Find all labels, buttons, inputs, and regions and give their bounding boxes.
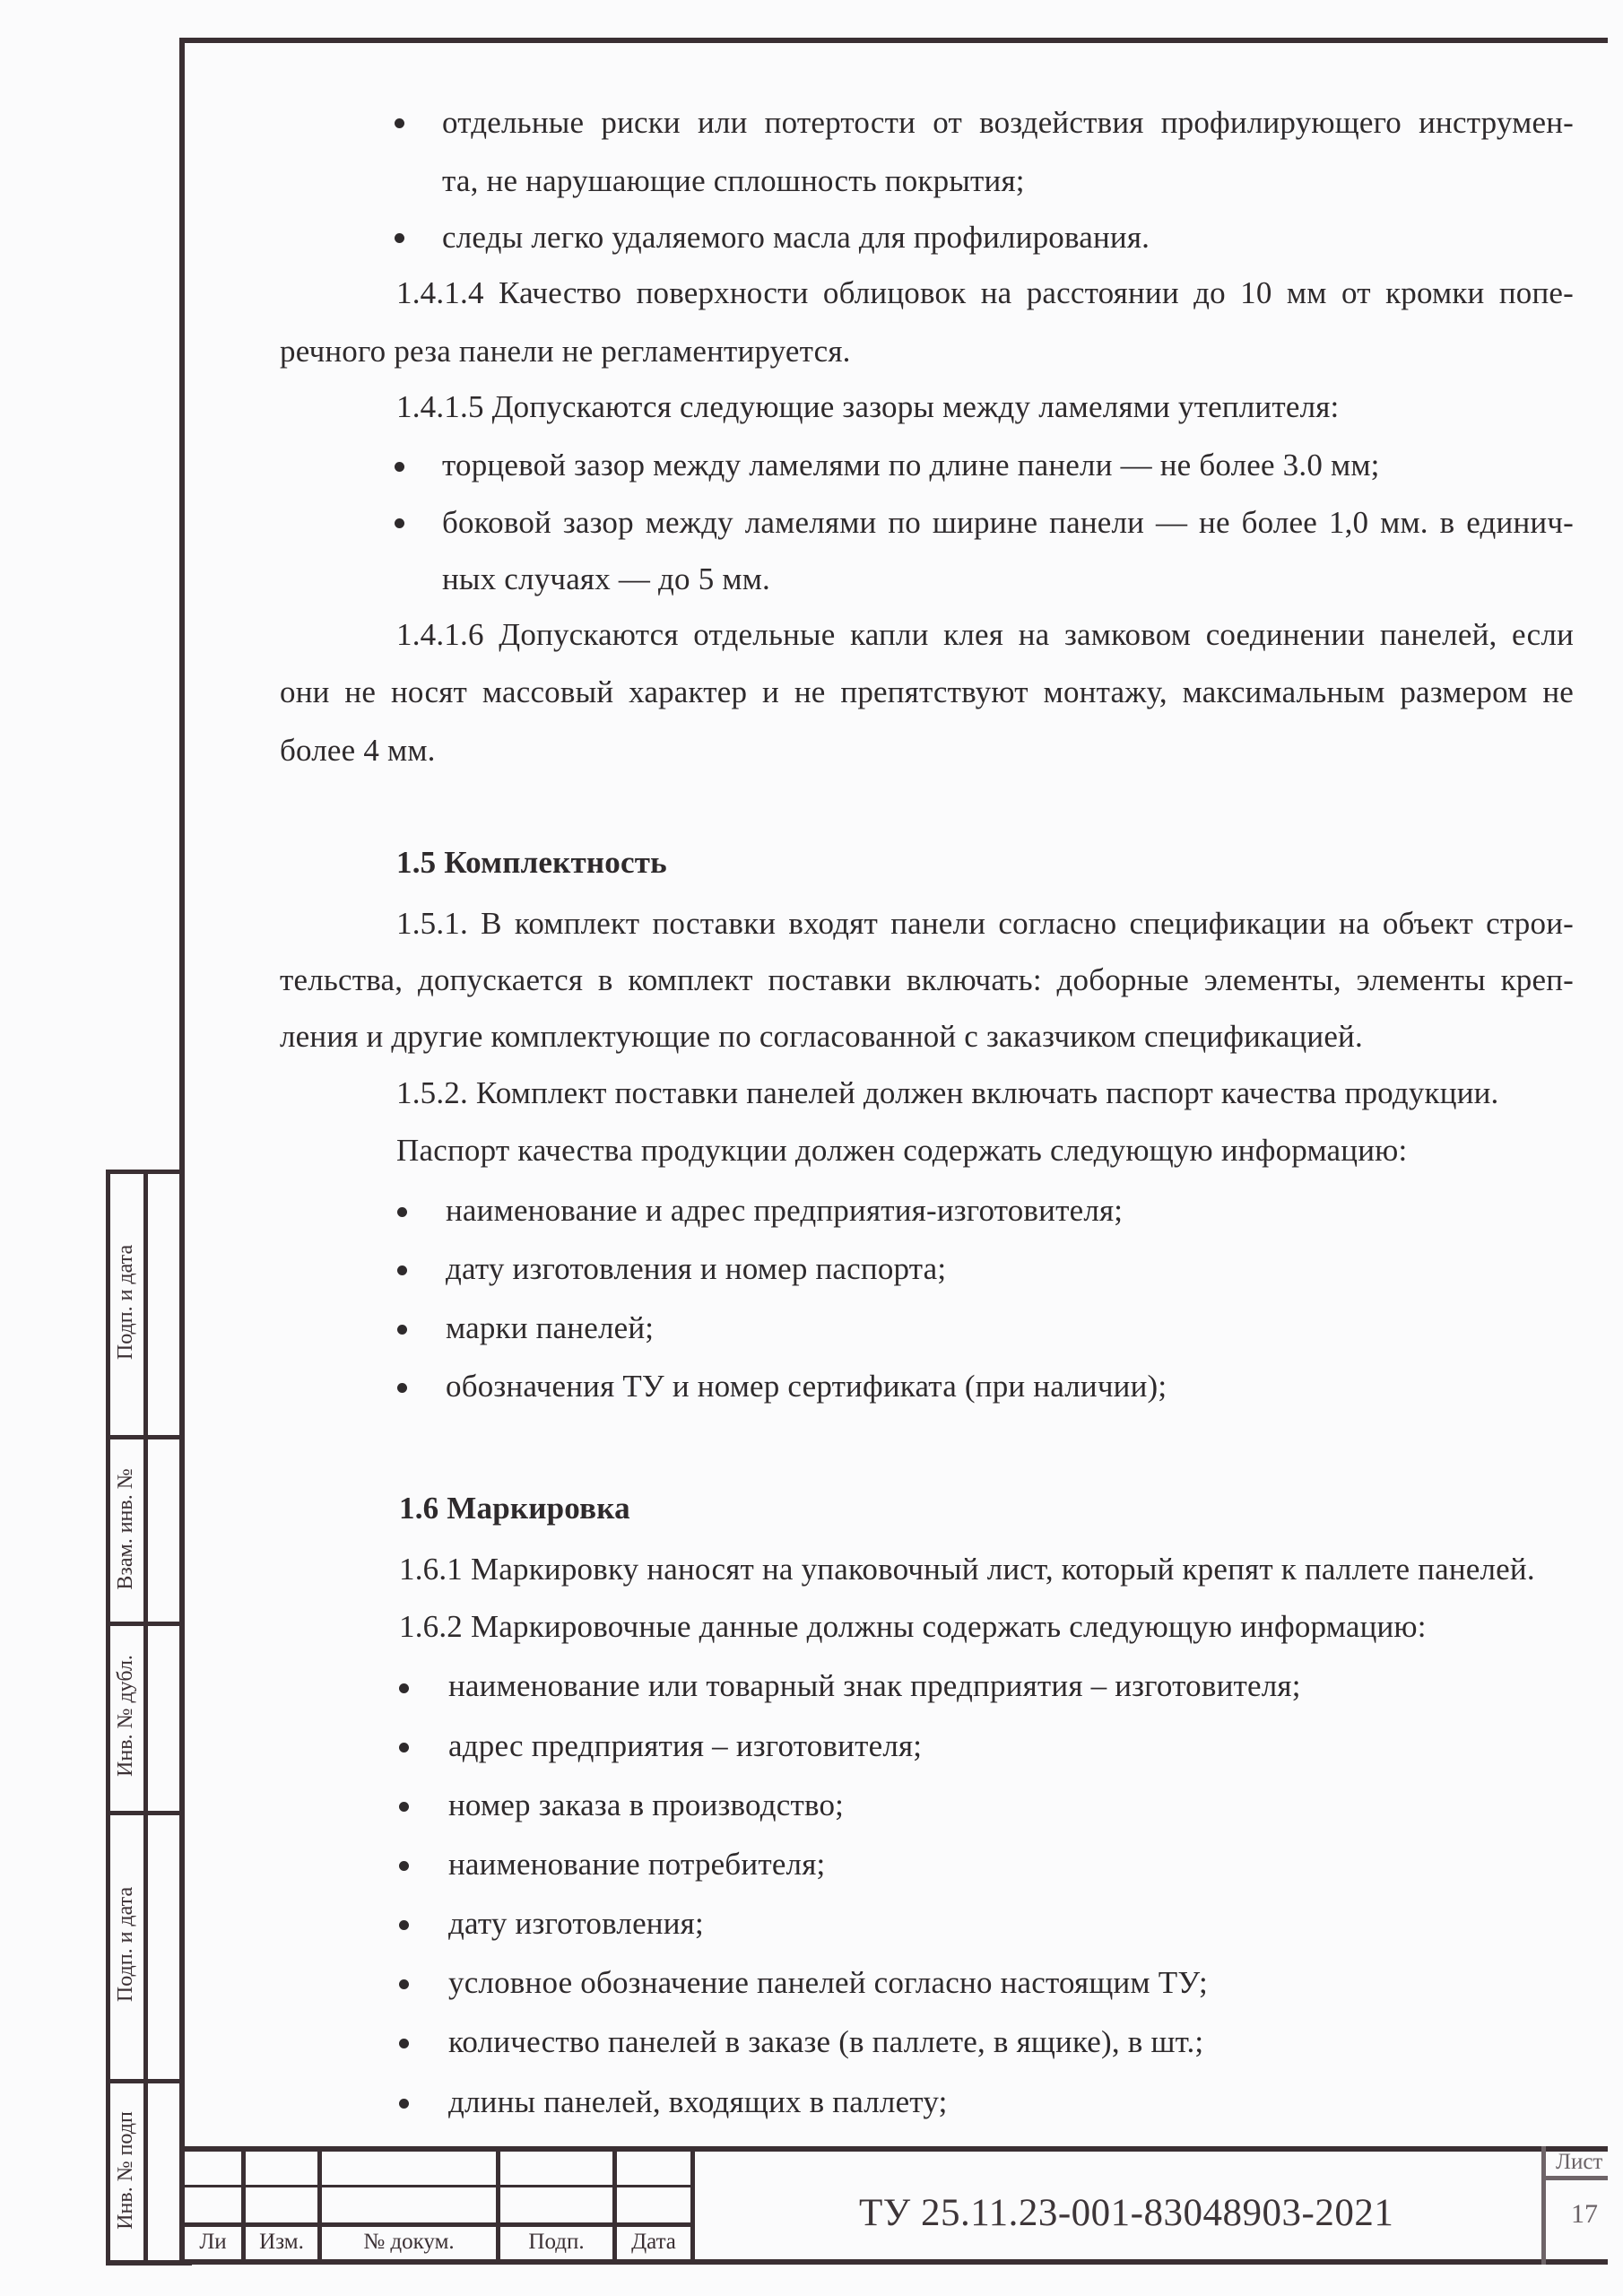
side-label-sign-date-1: Подп. и дата: [114, 1244, 137, 1361]
column-label-izm: Изм.: [259, 2230, 304, 2254]
bullet-icon: [399, 2039, 409, 2048]
frame-top-line: [179, 38, 1608, 43]
list-item: торцевой зазор между ламелями по длине панели — не более 3.0 мм;: [442, 448, 1380, 483]
sheet-label: Лист: [1556, 2150, 1603, 2174]
list-item: длины панелей, входящих в паллету;: [448, 2084, 948, 2119]
list-item: марки панелей;: [446, 1310, 655, 1345]
bullet-icon: [395, 118, 404, 128]
bullet-icon: [397, 1383, 407, 1393]
list-item: дату изготовления;: [448, 1906, 704, 1941]
column-label-doc-no: № докум.: [363, 2230, 455, 2254]
section-heading-16: 1.6 Маркировка: [399, 1491, 630, 1526]
list-item-cont: ных случаях — до 5 мм.: [442, 561, 770, 596]
bullet-icon: [399, 1802, 409, 1812]
side-label-replace-inv: Взам. инв. №: [114, 1468, 137, 1590]
frame-left-line: [179, 38, 185, 2265]
document-code: ТУ 25.11.23-001-83048903-2021: [859, 2192, 1394, 2234]
paragraph-151-cont: тельства, допускается в комплект поставки включать: доборные элементы, элементы креп-: [280, 962, 1574, 997]
list-item: наименование или товарный знак предприятия – изготовителя;: [448, 1668, 1301, 1703]
paragraph-1416: 1.4.1.6 Допускаются отдельные капли клея на замковом соединении панелей, если: [396, 617, 1574, 652]
bullet-icon: [399, 1743, 409, 1752]
paragraph-162: 1.6.2 Маркировочные данные должны содержать следующую информацию:: [399, 1609, 1427, 1644]
bullet-icon: [399, 1683, 409, 1693]
list-item: наименование и адрес предприятия-изготовителя;: [446, 1193, 1124, 1228]
bullet-icon: [399, 1979, 409, 1989]
bullet-icon: [397, 1265, 407, 1275]
bullet-icon: [399, 2099, 409, 2109]
list-item: условное обозначение панелей согласно настоящим ТУ;: [448, 1965, 1208, 2000]
bullet-icon: [395, 233, 404, 243]
list-item: количество панелей в заказе (в паллете, в ящике), в шт.;: [448, 2024, 1204, 2059]
list-item: следы легко удаляемого масла для профилирования.: [442, 220, 1150, 255]
list-item: адрес предприятия – изготовителя;: [448, 1728, 923, 1763]
bullet-icon: [395, 462, 404, 472]
paragraph-1414: 1.4.1.4 Качество поверхности облицовок на расстоянии до 10 мм от кромки попе-: [396, 275, 1574, 310]
side-label-orig-inv: Инв. № подп: [114, 2111, 137, 2230]
sheet-number: 17: [1571, 2199, 1598, 2229]
paragraph-152b: Паспорт качества продукции должен содержать следующую информацию:: [396, 1133, 1408, 1168]
bullet-icon: [399, 1861, 409, 1871]
list-item: боковой зазор между ламелями по ширине панели — не более 1,0 мм. в единич-: [442, 505, 1574, 540]
bullet-icon: [395, 518, 404, 528]
paragraph-151: 1.5.1. В комплект поставки входят панели согласно спецификации на объект строи-: [396, 906, 1574, 941]
paragraph-1414-cont: речного реза панели не регламентируется.: [280, 334, 851, 369]
side-label-dup-inv: Инв. № дубл.: [114, 1655, 137, 1777]
column-label-date: Дата: [631, 2230, 676, 2254]
list-item: номер заказа в производство;: [448, 1787, 845, 1822]
bullet-icon: [397, 1325, 407, 1335]
list-item-cont: та, не нарушающие сплошность покрытия;: [442, 163, 1025, 198]
list-item: наименование потребителя;: [448, 1847, 826, 1882]
paragraph-161: 1.6.1 Маркировку наносят на упаковочный лист, который крепят к паллете панелей.: [399, 1552, 1535, 1587]
paragraph-1416-cont: они не носят массовый характер и не препятствуют монтажу, максимальным размером не: [280, 674, 1574, 709]
side-label-sign-date-2: Подп. и дата: [114, 1886, 137, 2003]
bullet-icon: [397, 1207, 407, 1217]
list-item: обозначения ТУ и номер сертификата (при наличии);: [446, 1369, 1167, 1404]
paragraph-151-cont: ления и другие комплектующие по согласованной с заказчиком спецификацией.: [280, 1019, 1363, 1054]
column-label-sign: Подп.: [528, 2230, 585, 2254]
paragraph-1415: 1.4.1.5 Допускаются следующие зазоры между ламелями утеплителя:: [396, 389, 1340, 424]
list-item: дату изготовления и номер паспорта;: [446, 1251, 947, 1286]
column-label-li: Ли: [199, 2230, 227, 2254]
paragraph-152: 1.5.2. Комплект поставки панелей должен включать паспорт качества продукции.: [396, 1075, 1499, 1110]
bullet-icon: [399, 1920, 409, 1930]
list-item: отдельные риски или потертости от воздействия профилирующего инструмен-: [442, 105, 1574, 140]
section-heading-15: 1.5 Комплектность: [396, 845, 667, 880]
paragraph-1416-cont: более 4 мм.: [280, 733, 436, 768]
